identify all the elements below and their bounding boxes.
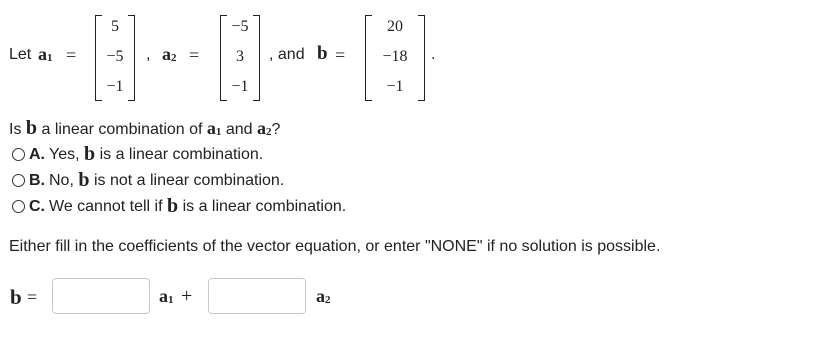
vector-b-entry-3: −1: [386, 78, 404, 95]
vector-b: [365, 15, 425, 99]
radio-button-c[interactable]: [12, 200, 25, 213]
vector-a2-entry-3: −1: [231, 78, 249, 95]
vector-a1: [95, 15, 135, 99]
option-c-letter: C.: [29, 197, 45, 215]
coefficient-2-input[interactable]: [208, 278, 306, 314]
vector-a2-entry-1: −5: [231, 18, 249, 35]
equals-sign: =: [66, 45, 77, 65]
option-a-letter: A.: [29, 145, 45, 163]
option-b[interactable]: [12, 169, 284, 192]
option-b-text-pre: No,: [49, 171, 74, 189]
a1-symbol: $a_1$: [206, 118, 222, 138]
vector-b-entry-1: 20: [387, 18, 403, 35]
option-c[interactable]: [12, 195, 346, 218]
period: .: [431, 46, 436, 63]
and-label: , and: [269, 46, 305, 63]
option-a[interactable]: [12, 143, 263, 166]
equals-sign: =: [27, 287, 38, 307]
radio-button-a[interactable]: [12, 148, 25, 161]
vector-b-entry-2: −18: [382, 48, 408, 65]
vector-a1-entry-1: 5: [111, 18, 119, 35]
a2-symbol: $a_2$: [316, 286, 331, 306]
option-a-text-pre: Yes,: [49, 145, 80, 163]
vector-a2-entry-2: 3: [236, 48, 244, 65]
option-c-text-pre: We cannot tell if: [49, 197, 163, 215]
vector-a2: [220, 15, 260, 99]
b-symbol: b: [78, 169, 90, 191]
equals-sign: =: [335, 45, 346, 65]
option-b-text-post: is not a linear combination.: [93, 171, 285, 189]
plus-sign: +: [181, 285, 193, 307]
a1-symbol: $a_1$: [38, 44, 53, 64]
let-label: Let: [9, 46, 32, 63]
question-text: Is b a linear combination of $a_1$ and $a_2$?: [9, 117, 281, 139]
b-symbol: b: [84, 143, 96, 165]
comma: ,: [146, 46, 151, 63]
equals-sign: =: [189, 45, 200, 65]
b-symbol: b: [167, 195, 179, 217]
vector-a1-entry-3: −1: [106, 78, 124, 95]
vector-a1-entry-2: −5: [106, 48, 124, 65]
option-b-letter: B.: [29, 171, 45, 189]
option-c-text-post: is a linear combination.: [182, 197, 347, 215]
coefficient-1-input[interactable]: [52, 278, 150, 314]
a1-symbol: $a_1$: [159, 286, 174, 306]
b-symbol: b: [25, 117, 38, 139]
a2-symbol: $a_2$: [257, 118, 272, 138]
radio-button-b[interactable]: [12, 174, 25, 187]
b-symbol: b: [317, 43, 328, 64]
option-a-text-post: is a linear combination.: [99, 145, 264, 163]
a2-symbol: $a_2$: [162, 44, 177, 64]
b-symbol: b: [10, 285, 22, 309]
instruction-text: Either fill in the coefficients of the vector equation, or enter "NONE" if no solution is possible.: [9, 238, 661, 255]
